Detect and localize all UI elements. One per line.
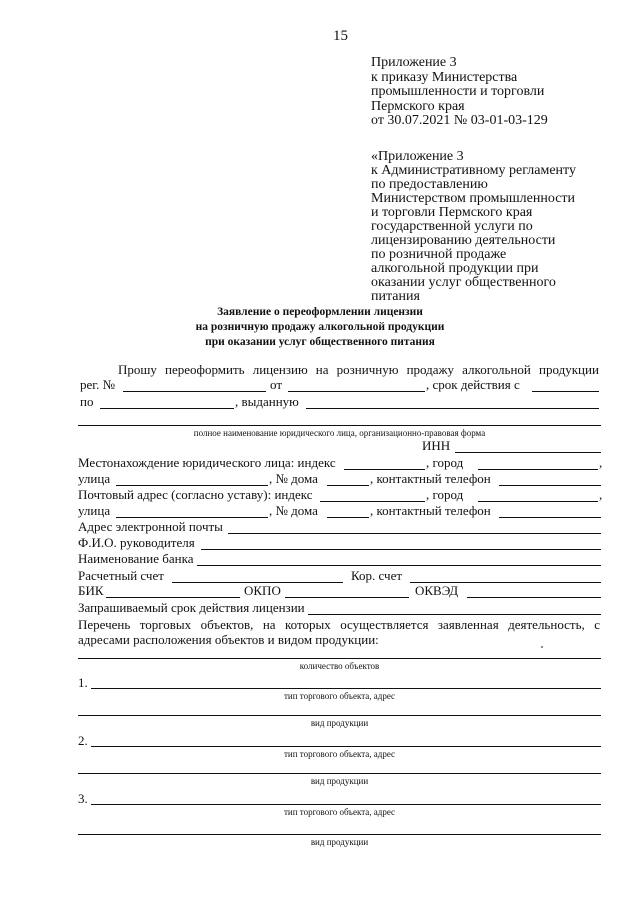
objects-word: Перечень	[78, 617, 131, 632]
director-field[interactable]	[201, 549, 601, 550]
validity-label: , срок действия с	[426, 377, 520, 392]
item-type-caption: тип торгового объекта, адрес	[283, 691, 396, 701]
org-name-field[interactable]	[78, 425, 601, 426]
postal-street-field[interactable]	[116, 517, 268, 518]
regulation-line: государственной услуги по	[371, 219, 533, 234]
license-term-label: Запрашиваемый срок действия лицензии	[78, 600, 305, 615]
postal-address-label: Почтовый адрес (согласно уставу): индекс	[78, 487, 313, 502]
appendix-block	[371, 56, 548, 129]
reg-no-label: рег. №	[80, 377, 116, 392]
regulation-line: лицензированию деятельности	[371, 233, 556, 248]
regulation-line: оказании услуг общественного	[371, 275, 556, 290]
objects-count-field[interactable]	[78, 658, 601, 659]
postal-index-field[interactable]	[320, 501, 425, 502]
reg-date-field[interactable]	[288, 391, 425, 392]
validity-to-field[interactable]	[100, 408, 234, 409]
scan-speck	[541, 646, 543, 648]
director-label: Ф.И.О. руководителя	[78, 535, 195, 550]
email-field[interactable]	[228, 533, 601, 534]
item-number: 1.	[78, 675, 88, 690]
item-type-caption: тип торгового объекта, адрес	[283, 749, 396, 759]
okved-label: ОКВЭД	[415, 583, 459, 598]
page-number: 15	[333, 28, 348, 44]
regulation-line: Министерством промышленности	[371, 191, 576, 206]
intro-word: продажу	[406, 362, 455, 377]
house-label: , № дома	[269, 471, 318, 486]
item-kind-caption: вид продукции	[310, 776, 369, 786]
city-label: , город	[426, 487, 464, 502]
postal-house-field[interactable]	[327, 517, 369, 518]
comma: ,	[599, 487, 603, 502]
item-kind-field[interactable]	[78, 715, 601, 716]
corr-account-label: Кор. счет	[351, 568, 403, 583]
phone-label: , контактный телефон	[370, 471, 491, 486]
legal-phone-field[interactable]	[499, 485, 601, 486]
intro-line	[118, 362, 599, 377]
account-label: Расчетный счет	[78, 568, 164, 583]
appendix-line: Приложение 3	[371, 55, 457, 70]
appendix-line: к приказу Министерства	[371, 69, 518, 85]
comma: ,	[599, 455, 603, 470]
issued-label: , выданную	[235, 394, 299, 409]
street-label: улица	[78, 503, 111, 518]
city-label: , город	[426, 455, 464, 470]
item-number: 3.	[78, 791, 88, 806]
intro-word: алкогольной	[462, 362, 531, 377]
appendix-line: промышленности и торговли	[371, 84, 545, 99]
item-type-address-field[interactable]	[91, 746, 601, 747]
validity-from-field[interactable]	[532, 391, 599, 392]
title-line: на розничную продажу алкогольной продукции	[195, 321, 445, 333]
legal-address-label: Местонахождение юридического лица: индекс	[78, 455, 336, 470]
objects-intro-line-2: адресами расположения объектов и видом продукции:	[78, 632, 379, 647]
objects-word: заявленная	[437, 617, 499, 632]
legal-index-field[interactable]	[344, 469, 425, 470]
bik-field[interactable]	[106, 597, 240, 598]
bank-field[interactable]	[197, 565, 601, 566]
item-number: 2.	[78, 733, 88, 748]
item-kind-caption: вид продукции	[310, 837, 369, 847]
from-label: от	[270, 377, 283, 392]
okved-field[interactable]	[467, 597, 601, 598]
inn-label: ИНН	[422, 438, 451, 453]
item-type-address-field[interactable]	[91, 804, 601, 805]
item-kind-caption: вид продукции	[310, 718, 369, 728]
item-type-address-field[interactable]	[91, 688, 601, 689]
reg-no-field[interactable]	[123, 391, 266, 392]
regulation-line: к Административному регламенту	[371, 163, 576, 178]
objects-word: деятельность,	[508, 617, 585, 632]
issued-by-field[interactable]	[306, 408, 599, 409]
intro-word: розничную	[336, 362, 399, 377]
item-kind-field[interactable]	[78, 834, 601, 835]
regulation-line: «Приложение 3	[371, 149, 464, 164]
legal-house-field[interactable]	[327, 485, 369, 486]
legal-street-field[interactable]	[116, 485, 268, 486]
license-term-field[interactable]	[308, 614, 601, 615]
objects-word: торговых	[139, 617, 192, 632]
objects-word: которых	[285, 617, 331, 632]
intro-word: продукции	[539, 362, 599, 377]
house-label: , № дома	[269, 503, 318, 518]
appendix-line: Пермского края	[371, 98, 465, 114]
intro-word: на	[315, 362, 329, 377]
intro-word: Прошу	[118, 362, 157, 377]
email-label: Адрес электронной почты	[78, 519, 223, 534]
postal-phone-field[interactable]	[499, 517, 601, 518]
org-name-caption: полное наименование юридического лица, организационно-правовая форма	[193, 428, 486, 438]
regulation-block	[371, 150, 576, 304]
title-line: Заявление о переоформлении лицензии	[217, 306, 423, 318]
okpo-field[interactable]	[285, 597, 409, 598]
intro-word: переоформить	[165, 362, 245, 377]
title-line: при оказании услуг общественного питания	[205, 336, 435, 348]
objects-word: осуществляется	[340, 617, 429, 632]
inn-field[interactable]	[455, 452, 601, 453]
regulation-line: и торговли Пермского края	[371, 205, 533, 220]
bik-label: БИК	[78, 583, 104, 598]
objects-word: с	[594, 617, 600, 632]
legal-city-field[interactable]	[478, 469, 598, 470]
okpo-label: ОКПО	[244, 583, 281, 598]
phone-label: , контактный телефон	[370, 503, 491, 518]
postal-city-field[interactable]	[478, 501, 598, 502]
document-title	[0, 305, 640, 350]
to-label: по	[80, 394, 94, 409]
regulation-line: по предоставлению	[371, 177, 488, 192]
bank-label: Наименование банка	[78, 551, 194, 566]
appendix-line: от 30.07.2021 № 03-01-03-129	[371, 113, 548, 128]
regulation-line: алкогольной продукции при	[371, 261, 539, 276]
intro-word: лицензию	[252, 362, 308, 377]
street-label: улица	[78, 471, 111, 486]
item-kind-field[interactable]	[78, 773, 601, 774]
objects-count-caption: количество объектов	[299, 661, 380, 671]
regulation-line: по розничной продаже	[371, 247, 507, 262]
objects-intro-line	[78, 617, 600, 632]
item-type-caption: тип торгового объекта, адрес	[283, 807, 396, 817]
objects-word: на	[262, 617, 276, 632]
objects-word: объектов,	[200, 617, 254, 632]
regulation-line: питания	[371, 289, 420, 304]
